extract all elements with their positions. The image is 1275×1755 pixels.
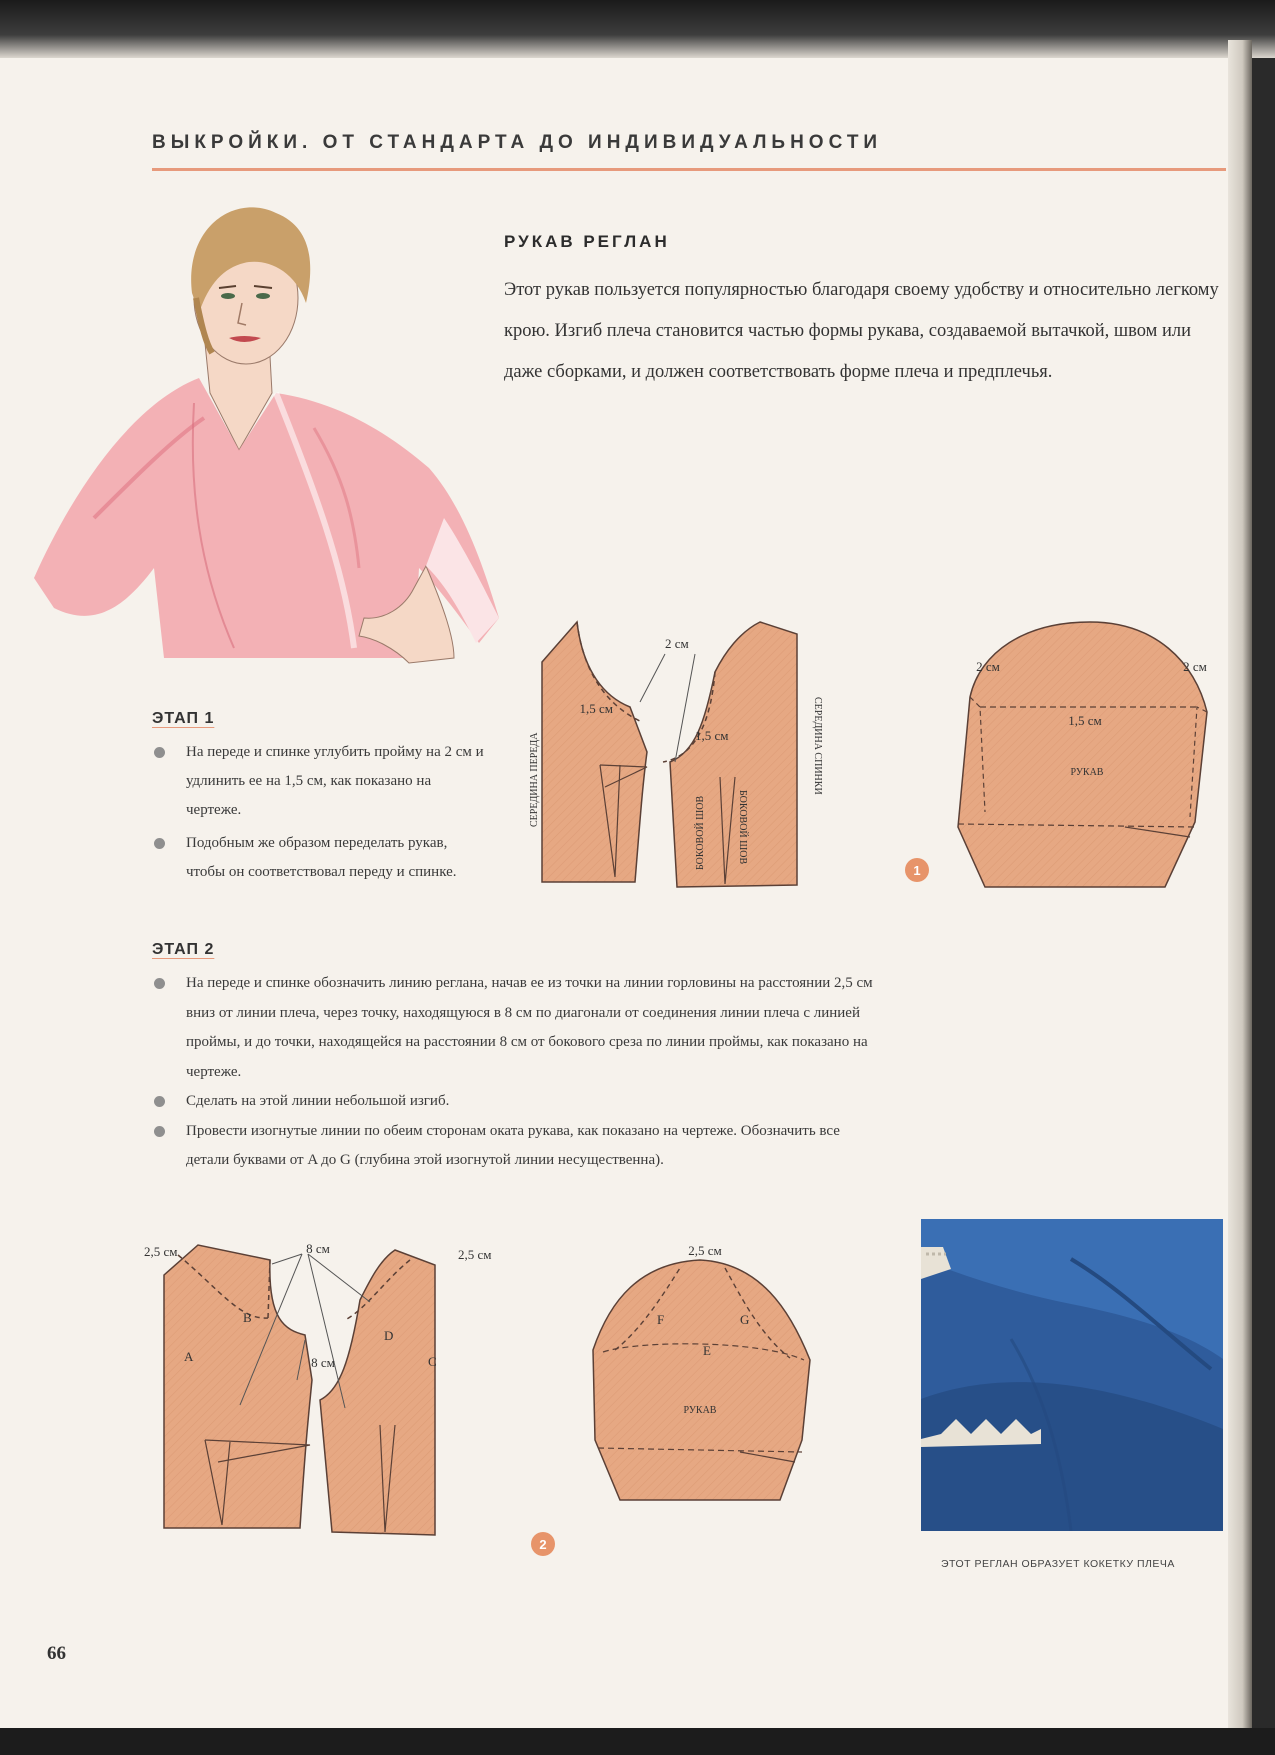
letter-b: B: [243, 1310, 252, 1325]
scan-bottom-edge: [0, 1728, 1275, 1755]
pattern-diagram-1: [525, 612, 1225, 902]
page-number: 66: [47, 1643, 66, 1664]
label-1-5cm-back: 1,5 см: [695, 728, 729, 743]
sleeve-label: РУКАВ: [683, 1405, 717, 1416]
list-item: На переде и спинке углубить пройму на 2 см и удлинить ее на 1,5 см, как показано на чертеже.: [152, 738, 486, 825]
stage2-heading: ЭТАП 2: [152, 941, 215, 958]
fashion-illustration: [14, 188, 534, 688]
letter-g: G: [740, 1312, 750, 1327]
pattern-diagram-2: [140, 1240, 840, 1570]
label-2cm-sleeve-left: 2 см: [976, 659, 1000, 674]
stage1-heading: ЭТАП 1: [152, 710, 215, 727]
letter-d: D: [384, 1328, 394, 1343]
letter-c: C: [428, 1354, 437, 1369]
label-8cm-mid: 8 см: [311, 1355, 335, 1370]
label-2-5cm-front: 2,5 см: [144, 1244, 178, 1259]
back-center-label: СЕРЕДИНА СПИНКИ: [812, 697, 823, 795]
side-seam-label-back: БОКОВОЙ ШОВ: [737, 790, 748, 865]
list-item: Подобным же образом переделать рукав, чтобы он соответствовал переду и спинке.: [152, 829, 486, 887]
label-2-5cm-sleeve: 2,5 см: [688, 1243, 722, 1258]
label-2cm-sleeve-right: 2 см: [1183, 659, 1207, 674]
list-item: Провести изогнутые линии по обеим сторонам оката рукава, как показано на чертеже. Обозначить все детали буквами от A до G (глубина этой изогнутой линии несущественна).: [152, 1117, 886, 1176]
label-2cm-bodice: 2 см: [665, 636, 689, 651]
intro-paragraph: Этот рукав пользуется популярностью благодаря своему удобству и относительно легкому крою. Изгиб плеча становится частью формы рукава, создаваемой вытачкой, швом или даже сборками, и должен соответствовать форме плеча и предплечья.: [504, 280, 1219, 382]
letter-e: E: [703, 1343, 711, 1358]
scan-top-edge: [0, 0, 1275, 58]
label-1-5cm-front: 1,5 см: [579, 701, 613, 716]
sleeve-raglan: [593, 1260, 810, 1500]
list-item: Сделать на этой линии небольшой изгиб.: [152, 1087, 886, 1117]
label-2-5cm-back: 2,5 см: [458, 1247, 492, 1262]
photo-caption: ЭТОТ РЕГЛАН ОБРАЗУЕТ КОКЕТКУ ПЛЕЧА: [941, 1558, 1175, 1570]
front-bodice-raglan: [164, 1245, 312, 1528]
front-bodice-piece: [542, 622, 647, 882]
label-1-5cm-sleeve: 1,5 см: [1068, 713, 1102, 728]
diagram-2-number: 2: [539, 1537, 547, 1552]
stage2-list: [152, 969, 886, 1176]
letter-f: F: [657, 1312, 665, 1327]
side-seam-label-front: БОКОВОЙ ШОВ: [695, 795, 706, 870]
header-rule: [152, 168, 1226, 171]
letter-a: A: [184, 1349, 194, 1364]
section-title: РУКАВ РЕГЛАН: [504, 232, 670, 251]
list-item: На переде и спинке обозначить линию реглана, начав ее из точки на линии горловины на расстоянии 2,5 см вниз от линии плеча, через точку, находящуюся в 8 см по диагонали от соединения линии плеча с линией проймы, и до точки, находящейся на расстоянии 8 см от бокового среза по линии проймы, как показано на чертеже.: [152, 969, 886, 1087]
diagram-1-number: 1: [913, 863, 921, 878]
page-spine-edge: [1228, 40, 1252, 1740]
running-header: ВЫКРОЙКИ. ОТ СТАНДАРТА ДО ИНДИВИДУАЛЬНОСТИ: [152, 132, 883, 153]
back-bodice-piece: [670, 622, 797, 887]
stage1-list: [152, 738, 486, 887]
sleeve-label: РУКАВ: [1070, 767, 1104, 778]
label-8cm-top: 8 см: [306, 1241, 330, 1256]
blouse-photo: [921, 1219, 1223, 1531]
front-center-label: СЕРЕДИНА ПЕРЕДА: [529, 732, 540, 827]
